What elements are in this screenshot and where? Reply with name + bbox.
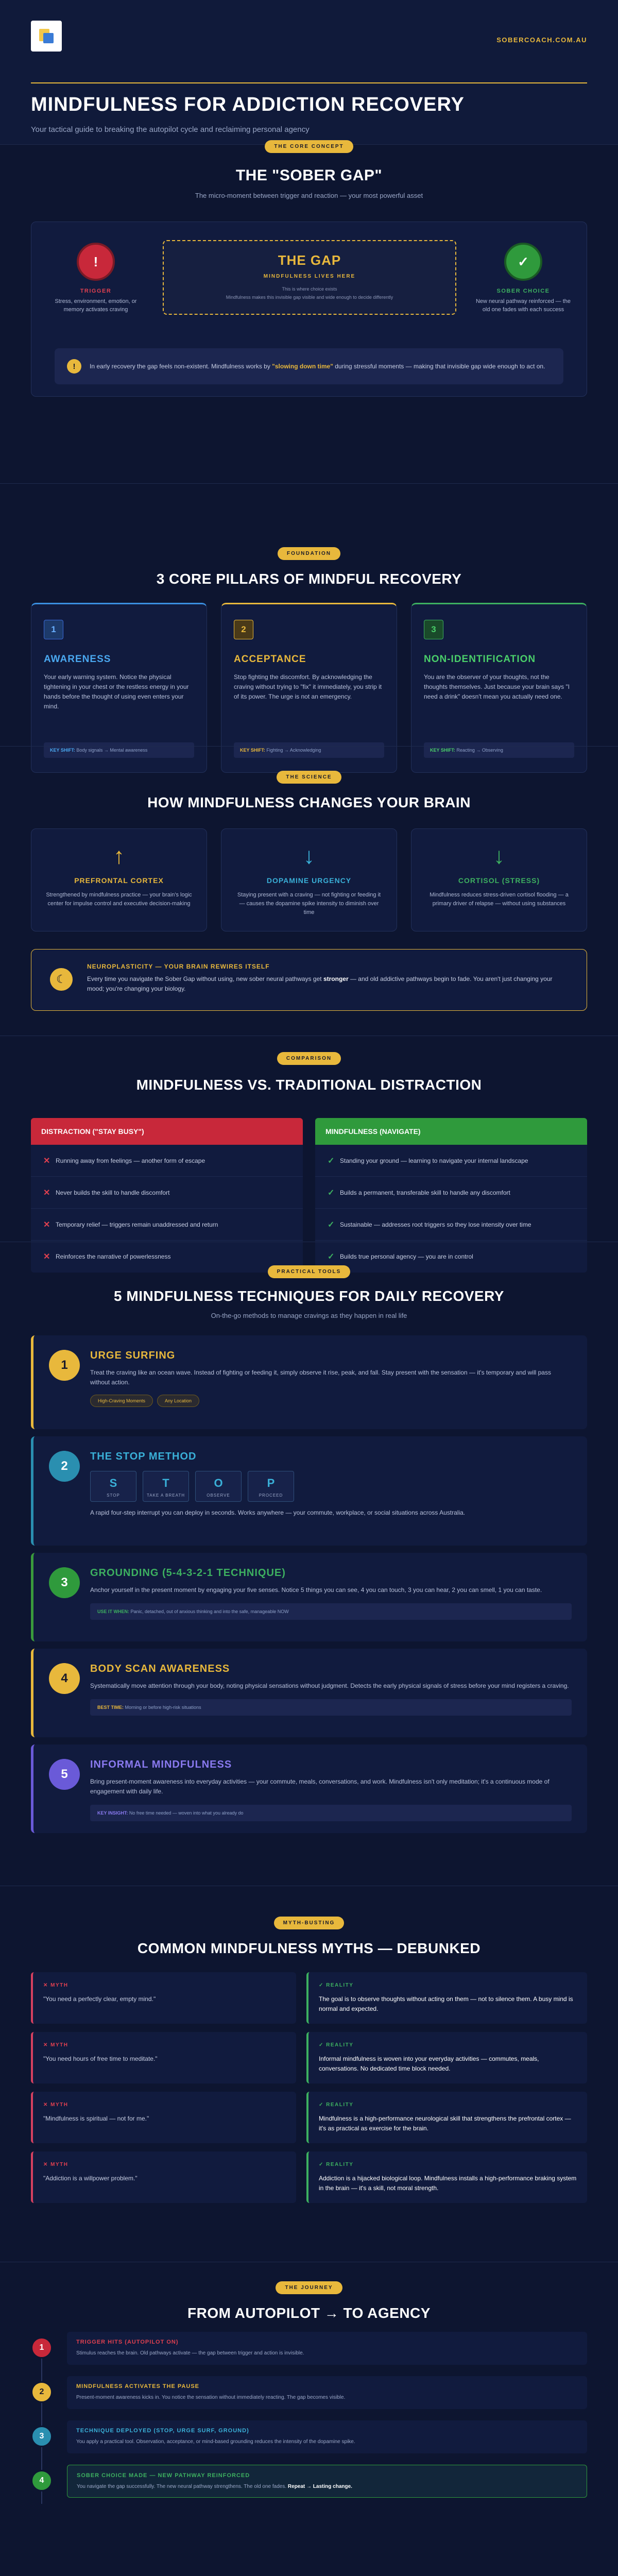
technique-number: 4 [49, 1663, 80, 1694]
myth-card: ✕ MYTH "You need hours of free time to meditate." [31, 2032, 296, 2083]
technique-title: THE STOP METHOD [90, 1451, 197, 1462]
technique-tag: Any Location [157, 1395, 199, 1407]
journey-section [0, 2267, 618, 2555]
gap-line2: Mindfulness makes this invisible gap visible and wide enough to decide differently [226, 295, 393, 300]
x-icon: ✕ [43, 1156, 50, 1165]
callout-title: NEUROPLASTICITY — YOUR BRAIN REWIRES ITSELF [87, 963, 270, 970]
technique-title: GROUNDING (5-4-3-2-1 TECHNIQUE) [90, 1567, 286, 1579]
step-text: Stimulus reaches the brain. Old pathways activate — the gap between trigger and action is invisible. [76, 2350, 304, 2356]
technique-title: URGE SURFING [90, 1350, 176, 1361]
myth-row [31, 1972, 587, 2024]
pillar-title: NON-IDENTIFICATION [424, 654, 536, 665]
technique-body-scan [31, 1649, 587, 1737]
step-title: TRIGGER HITS (AUTOPILOT ON) [76, 2339, 179, 2345]
reality-card: ✓ REALITY Informal mindfulness is woven into your everyday activities — commutes, meals, conversations. No dedicated time block needed. [306, 2032, 587, 2083]
gap-box [163, 240, 456, 315]
section-title: HOW MINDFULNESS CHANGES YOUR BRAIN [147, 794, 471, 810]
myth-card: ✕ MYTH "Addiction is a willpower problem." [31, 2151, 296, 2203]
stop-step: O OBSERVE [195, 1471, 242, 1502]
section-pill: THE JOURNEY [276, 2281, 342, 2294]
pillar-number: 2 [234, 620, 253, 639]
check-icon: ✓ [328, 1156, 335, 1165]
brain-card-text: Staying present with a craving — not fighting or feeding it — causes the dopamine spike intensity to diminish over time [237, 892, 381, 916]
technique-urge-surfing [31, 1335, 587, 1429]
step-text: You apply a practical tool. Observation, acceptance, or mind-based grounding reduces the intensity of the dopamine spike. [76, 2439, 355, 2445]
neuroplasticity-callout [31, 949, 587, 1011]
list-item: ✓ Sustainable — addresses root triggers so they lose intensity over time [315, 1209, 587, 1241]
brain-card-text: Strengthened by mindfulness practice — your brain's logic center for impulse control and executive decision-making [46, 892, 192, 907]
journey-step [31, 2420, 587, 2453]
brain-card-title: CORTISOL (STRESS) [458, 876, 540, 885]
section-pill: MYTH-BUSTING [274, 1917, 345, 1929]
info-text: In early recovery the gap feels non-existent. Mindfulness works by [90, 362, 272, 370]
info-text-end: during stressful moments — making that invisible gap wide enough to act on. [333, 362, 545, 370]
list-item: ✕ Temporary relief — triggers remain unaddressed and return [31, 1209, 303, 1241]
trigger-text: Stress, environment, emotion, or memory activates craving [55, 298, 137, 313]
section-title: COMMON MINDFULNESS MYTHS — DEBUNKED [137, 1940, 481, 1956]
technique-text: Anchor yourself in the present moment by engaging your five senses. Notice 5 things you can see, 4 you can touch, 3 you can hear, 2 you can smell, 1 you can taste. [90, 1586, 542, 1594]
stop-step: S STOP [90, 1471, 136, 1502]
callout-text-end: — and old addictive pathways begin to fade. You aren't just changing your mood; you're changing your biology. [87, 975, 553, 992]
key-shift: KEY SHIFT: Reacting → Observing [424, 742, 574, 758]
journey-step [31, 2332, 587, 2365]
technique-text: A rapid four-step interrupt you can deploy in seconds. Works anywhere — your commute, workplace, or social situations across Australia. [90, 1509, 466, 1516]
pillars-section [0, 489, 618, 753]
check-icon: ✓ [504, 243, 542, 281]
column-header: MINDFULNESS (NAVIGATE) [315, 1118, 587, 1145]
stop-step: P PROCEED [248, 1471, 294, 1502]
alert-icon: ! [77, 243, 115, 281]
gap-line1: This is where choice exists [282, 286, 337, 292]
technique-note: USE IT WHEN: Panic, detached, out of anxious thinking and into the safe, manageable NOW [90, 1603, 572, 1620]
arrow-down-icon: ↓ [303, 843, 315, 869]
header [0, 0, 618, 134]
gap-info-bar [55, 348, 563, 384]
gap-title: THE GAP [278, 252, 341, 268]
technique-title: BODY SCAN AWARENESS [90, 1663, 230, 1674]
list-item: ✓ Builds true personal agency — you are in control [328, 1252, 473, 1261]
key-shift: KEY SHIFT: Fighting → Acknowledging [234, 742, 384, 758]
technique-text: Treat the craving like an ocean wave. Instead of fighting or feeding it, simply observe it rise, peak, and fall. Stay present with the sensation — it's temporary and will pass without action. [90, 1369, 551, 1386]
pillar-title: ACCEPTANCE [234, 654, 306, 665]
key-shift: KEY SHIFT: Body signals → Mental awareness [44, 742, 194, 758]
brain-card-text: Mindfulness reduces stress-driven cortisol flooding — a primary driver of relapse — without using substances [430, 892, 569, 907]
technique-grounding [31, 1553, 587, 1641]
myth-card: ✕ MYTH "Mindfulness is spiritual — not for me." [31, 2092, 296, 2143]
step-number: 2 [31, 2381, 53, 2403]
myth-row [31, 2032, 587, 2083]
brain-card-cortisol [411, 828, 587, 931]
technique-stop-method [31, 1436, 587, 1546]
x-icon: ✕ [43, 1220, 50, 1229]
section-subtitle: The micro-moment between trigger and reaction — your most powerful asset [195, 192, 423, 199]
pillar-text: Your early warning system. Notice the physical tightening in your chest or the restless energy in your hands before the thought of using even enters your mind. [44, 673, 189, 710]
pillar-non-identification [411, 603, 587, 773]
step-title: SOBER CHOICE MADE — NEW PATHWAY REINFORCED [77, 2472, 250, 2479]
check-icon: ✓ [328, 1188, 335, 1197]
brain-card-dopamine [221, 828, 397, 931]
x-icon: ✕ [43, 1188, 50, 1197]
arrow-up-icon: ↑ [113, 843, 125, 869]
list-item: ✕ Never builds the skill to handle discomfort [31, 1177, 303, 1209]
reality-card: ✓ REALITY Mindfulness is a high-performance neurological skill that strengthens the prefrontal cortex — it's as practical as exercise for the brain. [306, 2092, 587, 2143]
technique-number: 3 [49, 1567, 80, 1598]
step-title: TECHNIQUE DEPLOYED (STOP, URGE SURF, GROUND) [76, 2428, 249, 2434]
brain-card-title: PREFRONTAL CORTEX [74, 876, 164, 885]
section-pill: PRACTICAL TOOLS [268, 1265, 351, 1278]
section-pill: COMPARISON [277, 1052, 341, 1065]
myth-card: ✕ MYTH "You need a perfectly clear, empty mind." [31, 1972, 296, 2024]
check-icon: ✓ [328, 1220, 335, 1229]
section-title: 5 MINDFULNESS TECHNIQUES FOR DAILY RECOVERY [114, 1288, 504, 1304]
list-item: ✓ Builds a permanent, transferable skill to handle any discomfort [315, 1177, 587, 1209]
info-icon: ! [67, 359, 81, 374]
technique-number: 2 [49, 1451, 80, 1482]
section-title: 3 CORE PILLARS OF MINDFUL RECOVERY [156, 571, 462, 587]
pillar-text: You are the observer of your thoughts, not the thoughts themselves. Just because your brain says "I need a drink" doesn't mean you actually need one. [424, 673, 570, 700]
technique-title: INFORMAL MINDFULNESS [90, 1759, 232, 1770]
myth-row [31, 2151, 587, 2203]
technique-text: Systematically move attention through your body, noting physical sensations without judgment. Detects the early physical signals of stress before your mind registers a craving. [90, 1682, 569, 1689]
pillar-acceptance [221, 603, 397, 773]
logo [31, 21, 62, 52]
section-subtitle: On-the-go methods to manage cravings as they happen in real life [211, 1312, 407, 1319]
pillar-title: AWARENESS [44, 654, 111, 665]
comparison-section [0, 1041, 618, 1267]
site-link[interactable]: SOBERCOACH.COM.AU [496, 36, 587, 44]
section-title: MINDFULNESS VS. TRADITIONAL DISTRACTION [136, 1077, 482, 1093]
section-pill: THE SCIENCE [277, 771, 341, 784]
technique-text: Bring present-moment awareness into everyday activities — your commute, meals, conversations, and work. Mindfulness isn't only meditation; it's a continuous mode of engagement with daily life. [90, 1778, 550, 1795]
callout-text: Every time you navigate the Sober Gap without using, new sober neural pathways get [87, 975, 323, 982]
gap-subtitle: MINDFULNESS LIVES HERE [263, 274, 356, 279]
list-item: ✕ Reinforces the narrative of powerlessness [43, 1252, 171, 1261]
pillar-text: Stop fighting the discomfort. By acknowledging the craving without trying to "fix" it immediately, you strip it of its power. The urge is not an emergency. [234, 673, 382, 700]
brain-card-title: DOPAMINE URGENCY [266, 876, 352, 885]
myths-section [0, 1891, 618, 2251]
list-item: ✕ Running away from feelings — another form of escape [31, 1145, 303, 1177]
sober-gap-section [0, 134, 618, 474]
page-title: MINDFULNESS FOR ADDICTION RECOVERY [31, 94, 465, 115]
brain-card-prefrontal [31, 828, 207, 931]
section-title: THE "SOBER GAP" [235, 167, 383, 184]
journey-step [31, 2376, 587, 2409]
technique-note: BEST TIME: Morning or before high-risk situations [90, 1699, 572, 1716]
info-highlight: "slowing down time" [272, 362, 333, 370]
myth-row [31, 2092, 587, 2143]
technique-number: 1 [49, 1350, 80, 1381]
journey-step [31, 2465, 587, 2498]
reality-card: ✓ REALITY Addiction is a hijacked biological loop. Mindfulness installs a high-performance braking system in the brain — it's a skill, not moral strength. [306, 2151, 587, 2203]
stop-step: T TAKE A BREATH [143, 1471, 189, 1502]
section-pill: THE CORE CONCEPT [265, 140, 353, 153]
step-text: Present-moment awareness kicks in. You notice the sensation without immediately reacting. The gap becomes visible. [76, 2395, 346, 2400]
moon-icon: ☾ [50, 968, 73, 991]
brain-section [0, 752, 618, 1041]
section-pill: FOUNDATION [278, 547, 340, 560]
section-title: FROM AUTOPILOT → TO AGENCY [187, 2305, 431, 2321]
gap-diagram [31, 222, 587, 397]
arrow-down-icon: ↓ [493, 843, 505, 869]
callout-strong: stronger [323, 975, 349, 982]
technique-informal [31, 1744, 587, 1833]
page-tagline: Your tactical guide to breaking the autopilot cycle and reclaiming personal agency [31, 125, 310, 134]
step-title: MINDFULNESS ACTIVATES THE PAUSE [76, 2383, 199, 2389]
reality-card: ✓ REALITY The goal is to observe thoughts without acting on them — not to silence them. A busy mind is normal and expected. [306, 1972, 587, 2024]
technique-number: 5 [49, 1759, 80, 1790]
x-icon: ✕ [43, 1252, 50, 1261]
trigger-label: TRIGGER [80, 288, 112, 294]
technique-note: KEY INSIGHT: No free time needed — woven into what you already do [90, 1805, 572, 1821]
step-text: You navigate the gap successfully. The new neural pathway strengthens. The old one fades. Repeat → Lasting change. [77, 2484, 352, 2489]
list-item: ✓ Standing your ground — learning to navigate your internal landscape [315, 1145, 587, 1177]
pillar-number: 1 [44, 620, 63, 639]
technique-tag: High-Craving Moments [90, 1395, 153, 1407]
step-number: 1 [31, 2337, 53, 2359]
step-number: 3 [31, 2426, 53, 2447]
divider [31, 82, 587, 83]
column-header: DISTRACTION ("STAY BUSY") [31, 1118, 303, 1145]
choice-label: SOBER CHOICE [496, 288, 550, 294]
choice-text: New neural pathway reinforced — the old one fades with each success [475, 298, 571, 313]
pillar-awareness [31, 603, 207, 773]
check-icon: ✓ [328, 1252, 335, 1261]
step-number: 4 [31, 2470, 53, 2492]
pillar-number: 3 [424, 620, 443, 639]
techniques-section [0, 1247, 618, 1911]
